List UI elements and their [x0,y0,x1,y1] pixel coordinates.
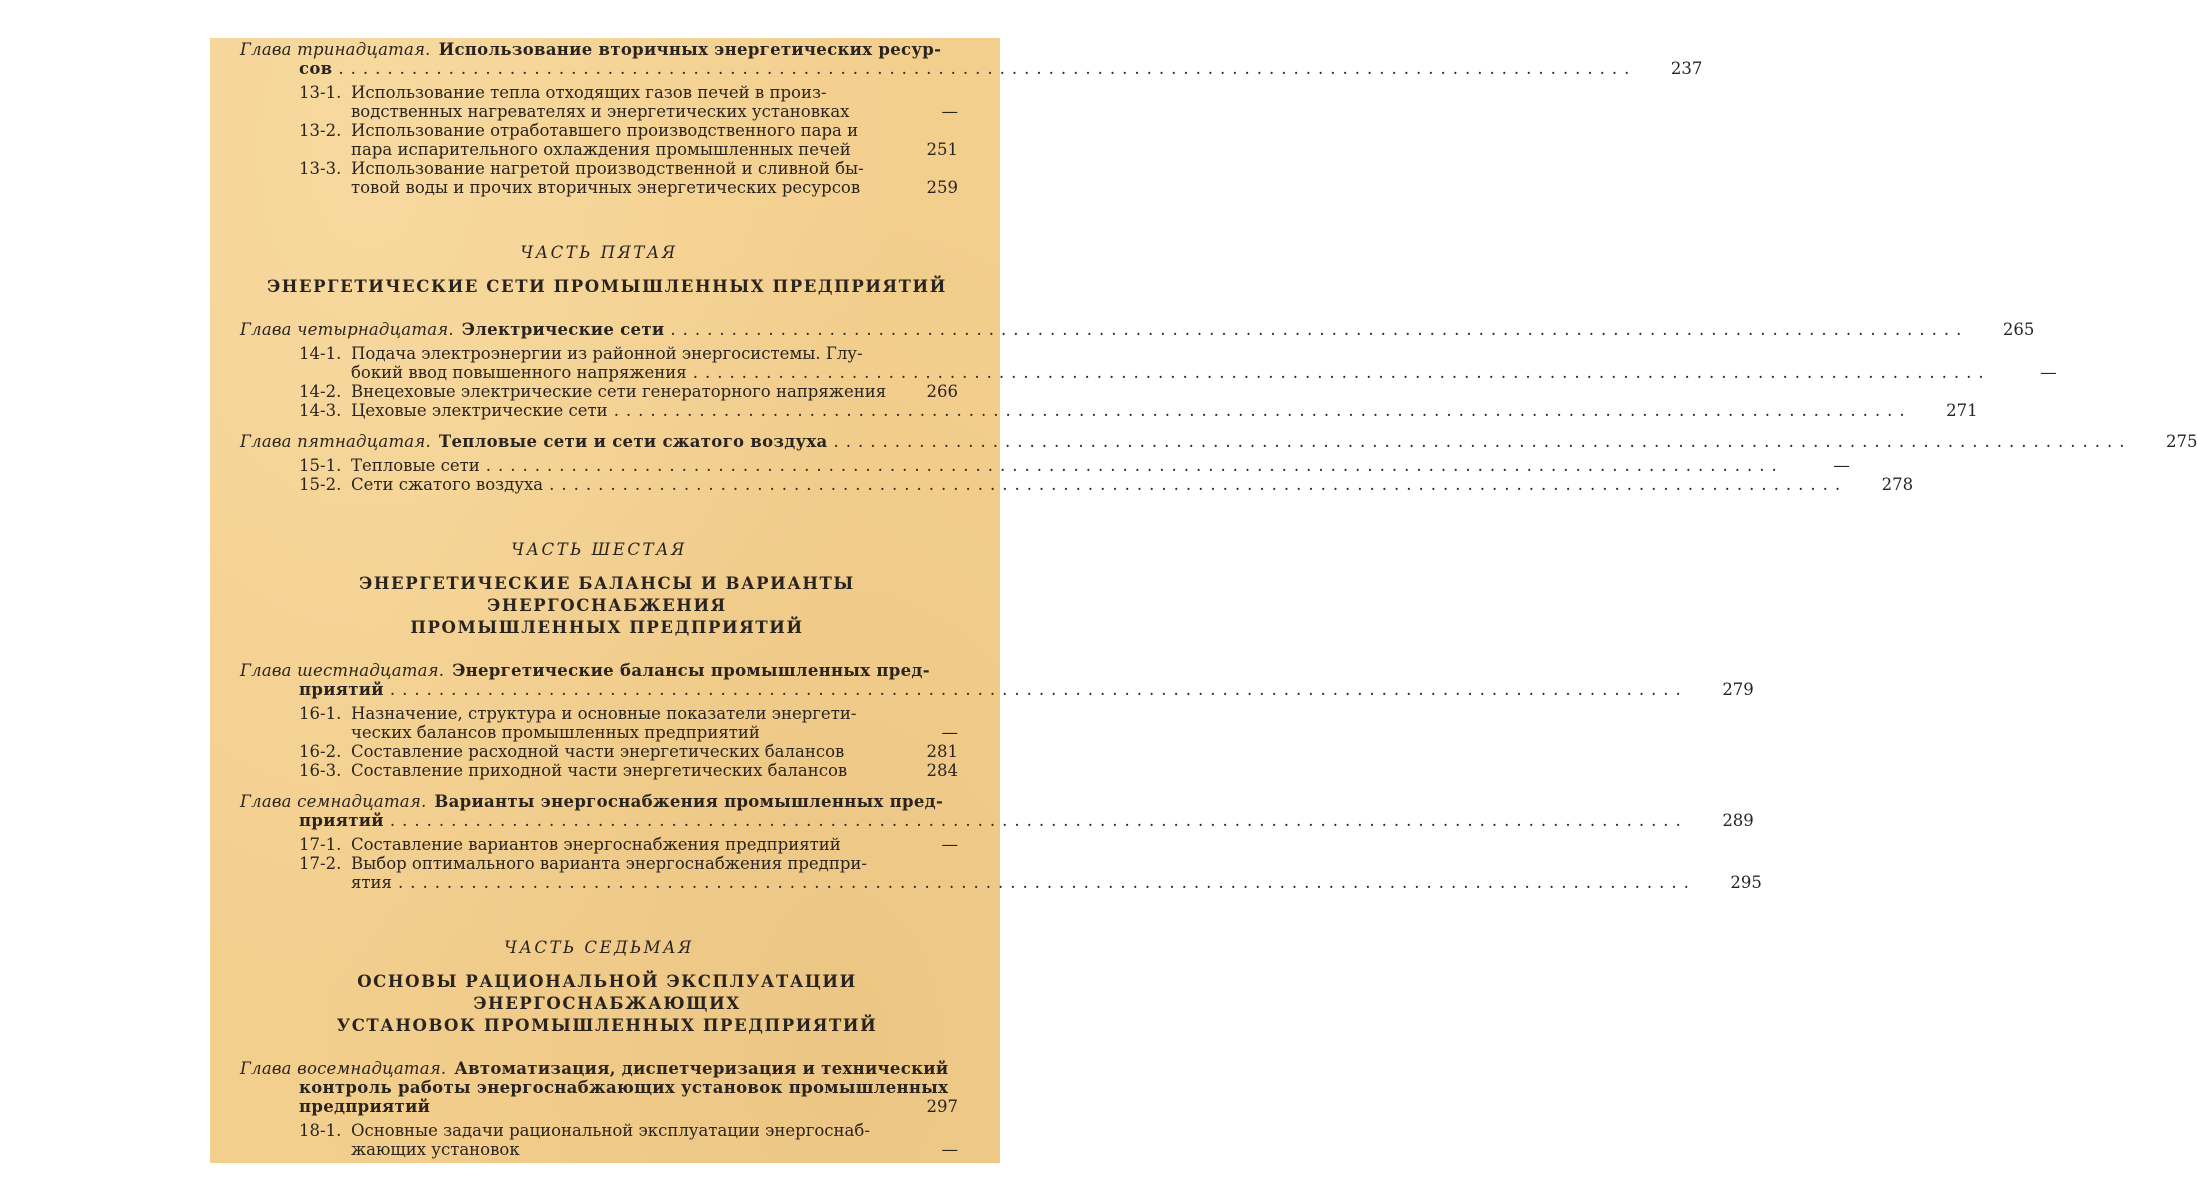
page-number: — [2040,363,2057,382]
section-18-1 [240,1121,958,1159]
chapter-16 [240,661,1754,780]
part-5-header [240,243,958,298]
section-14-1 [240,344,2057,382]
chapter-heading [240,320,2035,339]
page-number: 289 [1722,811,1754,830]
chapter-title: Использование вторичных энергетических ресур- [438,40,942,59]
section-number: 17-1. [299,835,342,854]
section-14-2 [240,382,958,401]
page-number: 265 [2002,320,2035,339]
chapter-title: Тепловые сети и сети сжатого воздуха [438,432,828,451]
chapter-title-cont: сов [299,59,333,78]
leader-dots: .......................................................................................................... [338,59,1637,78]
section-16-2 [240,742,958,761]
section-17-2 [240,854,1762,892]
section-list [240,83,958,197]
chapter-title-continued [240,811,1754,830]
chapter-title: Электрические сети [461,320,665,339]
section-title: Использование тепла отходящих газов печей в произ- [351,83,827,102]
page-number: 275 [2166,432,2198,451]
chapter-title-cont: приятий [299,811,384,830]
section-title: Цеховые электрические сети [351,401,608,420]
page-number: 278 [1881,475,1914,494]
section-15-1 [240,456,1850,475]
chapter-heading [240,432,2198,451]
section-list [240,704,958,780]
part-7-header [240,938,958,1037]
section-title-cont: водственных нагревателях и энергетических установках [351,102,850,121]
section-title: Выбор оптимального варианта энергоснабжения предпри- [351,854,867,873]
section-16-1 [240,704,958,742]
table-of-contents [240,40,2198,1171]
page-number: 297 [926,1097,958,1116]
chapter-title: Энергетические балансы промышленных пред- [452,661,930,680]
section-number: 16-2. [299,742,342,761]
leader-dots: .......................................................................................................... [389,680,1688,699]
chapter-title-continued-2 [240,1097,958,1116]
section-list [240,456,1914,494]
part-label: ЧАСТЬ ШЕСТАЯ [511,540,687,559]
page-number: 295 [1730,873,1762,892]
section-number: 15-1. [299,456,342,475]
page-number: 259 [926,178,958,197]
part-title-line2: ПРОМЫШЛЕННЫХ ПРЕДПРИЯТИЙ [410,618,804,637]
section-title: Составление вариантов энергоснабжения предприятий [351,835,841,854]
leader-dots: .......................................................................................................... [389,811,1688,830]
section-title: Подача электроэнергии из районной энергосистемы. Глу- [351,344,863,363]
part-title: ЭНЕРГЕТИЧЕСКИЕ СЕТИ ПРОМЫШЛЕННЫХ ПРЕДПРИЯТИЙ [267,277,947,296]
section-number: 13-3. [299,159,342,178]
section-title: Использование нагретой производственной и сливной бы- [351,159,864,178]
page-number: 271 [1946,401,1978,420]
section-17-1 [240,835,958,854]
page-number: 279 [1722,680,1754,699]
leader-dots: .......................................................................................................... [549,475,1848,494]
chapter-title-continued [240,59,1703,78]
section-number: 14-3. [299,401,342,420]
section-title-cont: товой воды и прочих вторичных энергетических ресурсов [351,178,861,197]
section-title-cont: ятия [351,873,392,892]
section-title: Сети сжатого воздуха [351,475,544,494]
page-number: 237 [1670,59,1703,78]
leader-dots: .......................................................................................................... [692,363,1991,382]
chapter-14 [240,320,2057,420]
section-title: Назначение, структура и основные показатели энергети- [351,704,857,723]
page-number: — [941,1140,958,1159]
book-page [210,38,2198,1163]
page-number: — [941,102,958,121]
page-number: 281 [926,742,958,761]
chapter-label: Глава шестнадцатая. [240,661,445,680]
section-number: 14-1. [299,344,342,363]
chapter-title-cont: контроль работы энергоснабжающих установок промышленных [299,1078,949,1097]
chapter-title-continued [240,1078,958,1097]
section-title-cont: жающих установок [351,1140,520,1159]
page-number: 251 [926,140,958,159]
chapter-title-continued [240,680,1754,699]
chapter-label: Глава пятнадцатая. [240,432,431,451]
section-number: 16-1. [299,704,342,723]
chapter-heading [240,1059,958,1078]
leader-dots: .......................................................................................................... [485,456,1784,475]
section-title: Основные задачи рациональной эксплуатации энергоснаб- [351,1121,870,1140]
section-list [240,835,1762,892]
chapter-heading [240,40,958,59]
section-title-cont: бокий ввод повышенного напряжения [351,363,687,382]
section-title: Тепловые сети [351,456,480,475]
chapter-title-cont: приятий [299,680,384,699]
section-number: 14-2. [299,382,342,401]
section-13-2 [240,121,958,159]
section-number: 13-1. [299,83,342,102]
leader-dots: .......................................................................................................... [613,401,1912,420]
chapter-title: Автоматизация, диспетчеризация и технический [454,1059,949,1078]
leader-dots: .......................................................................................................... [833,432,2132,451]
page-number: 266 [926,382,958,401]
section-title: Использование отработавшего производственного пара и [351,121,859,140]
chapter-heading [240,792,958,811]
section-number: 16-3. [299,761,342,780]
chapter-15 [240,432,2198,494]
chapter-label: Глава семнадцатая. [240,792,427,811]
page-number: — [941,835,958,854]
page-number: — [941,723,958,742]
leader-dots: .......................................................................................................... [670,320,1969,339]
part-title: ЭНЕРГЕТИЧЕСКИЕ БАЛАНСЫ И ВАРИАНТЫ ЭНЕРГОСНАБЖЕНИЯ [359,574,855,615]
chapter-label: Глава тринадцатая. [240,40,431,59]
part-6-header [240,540,958,639]
part-label: ЧАСТЬ СЕДЬМАЯ [504,938,694,957]
section-13-3 [240,159,958,197]
section-title-cont: ческих балансов промышленных предприятий [351,723,760,742]
chapter-17 [240,792,1762,892]
section-title-cont: пара испарительного охлаждения промышленных печей [351,140,851,159]
page-number: — [1833,456,1850,475]
section-16-3 [240,761,958,780]
section-title: Составление расходной части энергетических балансов [351,742,845,761]
part-title-line2: УСТАНОВОК ПРОМЫШЛЕННЫХ ПРЕДПРИЯТИЙ [336,1016,878,1035]
section-title: Составление приходной части энергетических балансов [351,761,848,780]
section-13-1 [240,83,958,121]
section-number: 13-2. [299,121,342,140]
section-list [240,344,2057,420]
chapter-heading [240,661,958,680]
page-number: 284 [926,761,958,780]
chapter-title: Варианты энергоснабжения промышленных пред- [434,792,944,811]
chapter-18 [240,1059,958,1159]
section-number: 17-2. [299,854,342,873]
section-15-2 [240,475,1914,494]
section-14-3 [240,401,1978,420]
chapter-13 [240,40,1703,197]
part-title: ОСНОВЫ РАЦИОНАЛЬНОЙ ЭКСПЛУАТАЦИИ ЭНЕРГОСНАБЖАЮЩИХ [357,972,857,1013]
chapter-label: Глава восемнадцатая. [240,1059,447,1078]
chapter-label: Глава четырнадцатая. [240,320,454,339]
section-title: Внецеховые электрические сети генераторного напряжения [351,382,887,401]
section-list [240,1121,958,1159]
section-number: 18-1. [299,1121,342,1140]
leader-dots: .......................................................................................................... [397,873,1696,892]
section-number: 15-2. [299,475,342,494]
chapter-title-cont-2: предприятий [299,1097,431,1116]
part-label: ЧАСТЬ ПЯТАЯ [520,243,678,262]
